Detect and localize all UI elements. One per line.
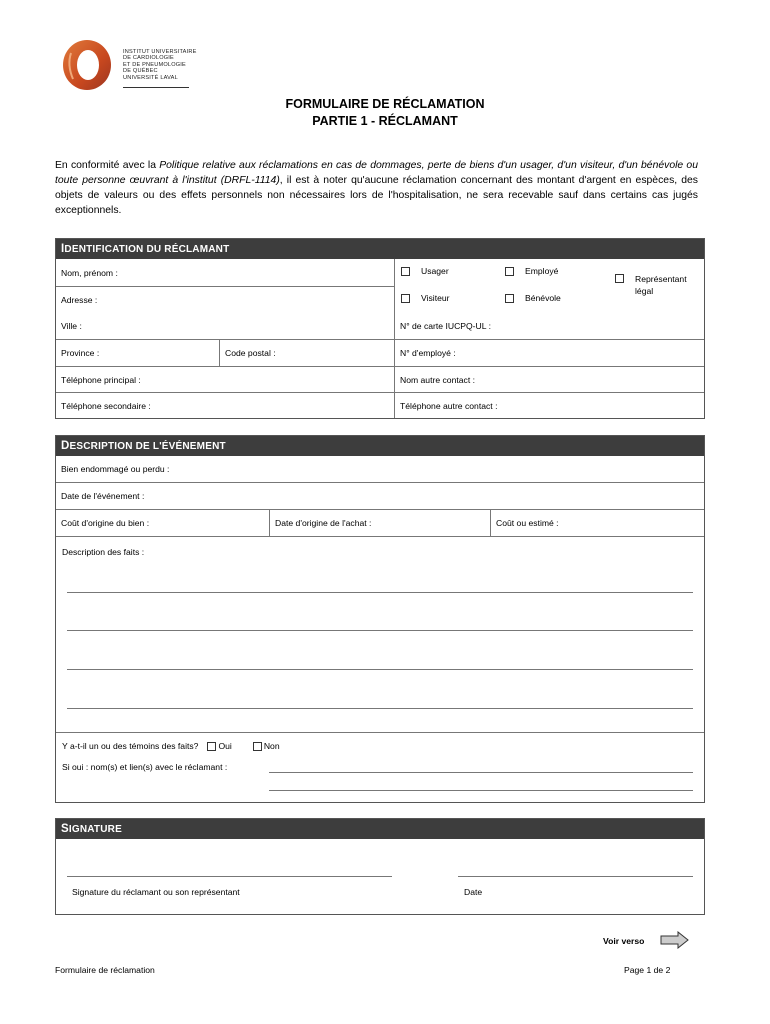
- faits-line-2[interactable]: [67, 630, 693, 631]
- faits-label: Description des faits :: [62, 547, 145, 557]
- oui-checkbox[interactable]: [207, 742, 216, 751]
- temoins-area: [56, 732, 704, 802]
- section-header-description: DESCRIPTION DE L'ÉVÉNEMENT: [56, 436, 704, 456]
- faits-line-3[interactable]: [67, 669, 693, 670]
- cout-origine-field[interactable]: Coût d'origine du bien :: [61, 518, 150, 528]
- logo-underline: [123, 87, 189, 88]
- benevole-checkbox[interactable]: [505, 294, 514, 303]
- option-visiteur[interactable]: Visiteur: [401, 293, 450, 303]
- non-checkbox[interactable]: [253, 742, 262, 751]
- voir-verso-label: Voir verso: [603, 936, 645, 946]
- date-line[interactable]: [458, 876, 693, 877]
- employe-no-field[interactable]: N° d'employé :: [394, 340, 704, 366]
- code-postal-field[interactable]: Code postal :: [219, 340, 394, 366]
- temoins-line-1[interactable]: [269, 772, 693, 773]
- form-name-footer: Formulaire de réclamation: [55, 965, 155, 975]
- intro-paragraph: En conformité avec la Politique relative aux réclamations en cas de dommages, perte de biens d'un usager, d'un visiteur, d'un bénévole ou toute personne œuvrant à l'institut (DRFL-1114), il est à noter qu'aucune réclamation concernant des montant d'argent en espèces, des objets de valeurs ou des effets personnels non nécessaires lors de l'hospitalisation, ne sera recevable sauf dans certains cas jugés exceptionnels.: [55, 160, 698, 216]
- non-label: Non: [263, 741, 280, 751]
- representant-checkbox[interactable]: [615, 274, 624, 283]
- tel-autre-field[interactable]: Téléphone autre contact :: [394, 393, 704, 418]
- section-header-identification: IDENTIFICATION DU RÉCLAMANT: [56, 239, 704, 259]
- logo-ring-icon: [61, 39, 113, 91]
- oui-label: Oui: [218, 741, 232, 751]
- si-oui-label: Si oui : nom(s) et lien(s) avec le réclamant :: [62, 762, 228, 772]
- section-signature: [55, 818, 705, 915]
- adresse-field[interactable]: Adresse :: [61, 295, 98, 305]
- page-number: Page 1 de 2: [624, 965, 671, 975]
- faits-line-1[interactable]: [67, 592, 693, 593]
- section-header-signature: SIGNATURE: [56, 819, 704, 839]
- option-employe[interactable]: Employé: [505, 266, 558, 276]
- temoins-line-2[interactable]: [269, 790, 693, 791]
- section-identification: [55, 238, 705, 419]
- cout-estime-field[interactable]: Coût ou estimé :: [490, 510, 704, 536]
- province-field[interactable]: Province :: [61, 348, 100, 358]
- section-description: [55, 435, 705, 803]
- nom-field[interactable]: Nom, prénom :: [61, 267, 118, 278]
- tel-principal-field[interactable]: Téléphone principal :: [61, 374, 141, 385]
- date-achat-field[interactable]: Date d'origine de l'achat :: [269, 510, 490, 536]
- faits-area[interactable]: [56, 536, 704, 732]
- claimant-type-group: [394, 259, 704, 313]
- bien-field[interactable]: Bien endommagé ou perdu :: [61, 464, 170, 474]
- temoins-question: Y a-t-il un ou des témoins des faits?: [62, 741, 199, 751]
- autre-contact-field[interactable]: Nom autre contact :: [394, 367, 704, 392]
- arrow-right-icon: [660, 931, 690, 949]
- faits-line-4[interactable]: [67, 708, 693, 709]
- option-usager[interactable]: Usager: [401, 266, 449, 276]
- date-label: Date: [464, 887, 483, 897]
- logo-text: INSTITUT UNIVERSITAIRE DE CARDIOLOGIE ET DE PNEUMOLOGIE DE QUÉBEC UNIVERSITÉ LAVAL: [123, 49, 197, 81]
- date-evenement-field[interactable]: Date de l'événement :: [61, 491, 145, 501]
- usager-checkbox[interactable]: [401, 267, 410, 276]
- form-subtitle: PARTIE 1 - RÉCLAMANT: [312, 114, 458, 128]
- employe-checkbox[interactable]: [505, 267, 514, 276]
- tel-secondaire-field[interactable]: Téléphone secondaire :: [61, 400, 151, 411]
- option-representant[interactable]: Représentant légal: [615, 273, 687, 297]
- visiteur-checkbox[interactable]: [401, 294, 410, 303]
- form-title: FORMULAIRE DE RÉCLAMATION: [285, 97, 485, 111]
- institute-logo: [61, 39, 201, 91]
- signature-line[interactable]: [67, 876, 392, 877]
- option-benevole[interactable]: Bénévole: [505, 293, 561, 303]
- signature-label: Signature du réclamant ou son représentant: [72, 887, 240, 897]
- ville-field[interactable]: Ville :: [61, 321, 82, 331]
- carte-field[interactable]: N° de carte IUCPQ-UL :: [394, 313, 704, 339]
